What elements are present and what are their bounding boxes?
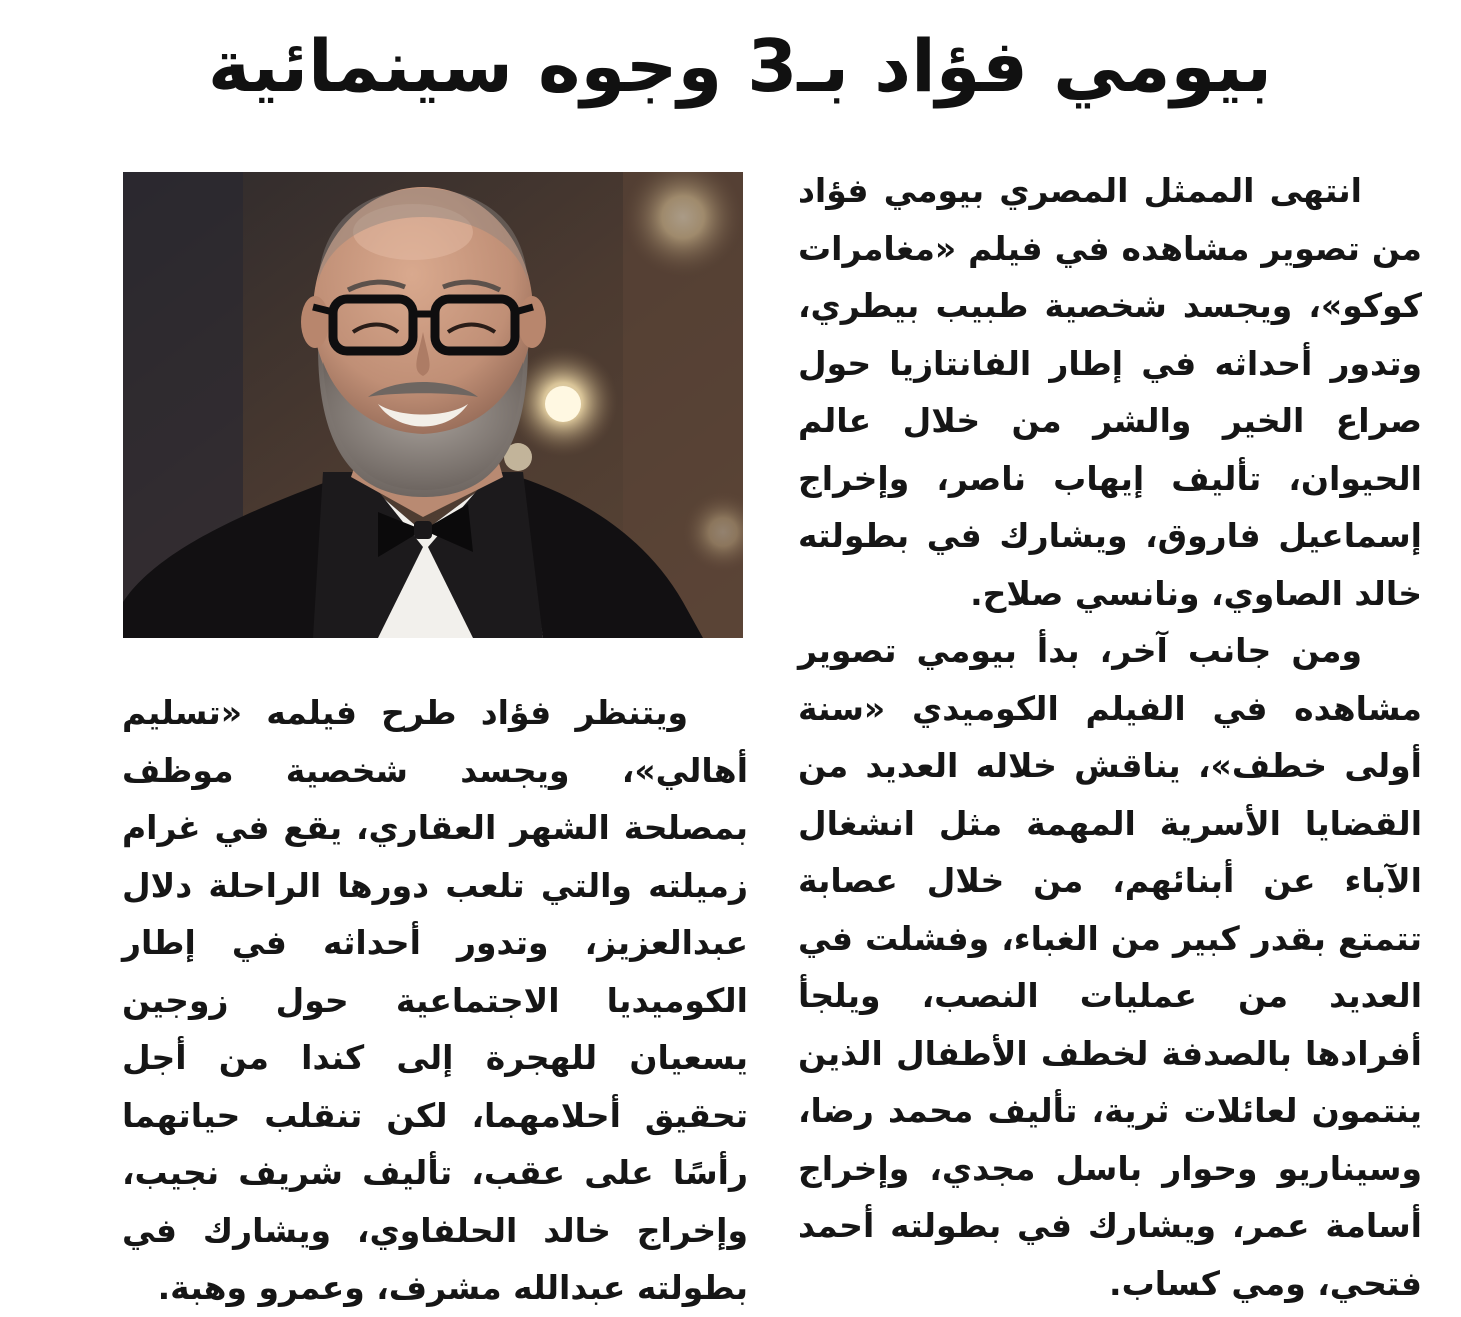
article-column-left bbox=[122, 684, 748, 1317]
article-headline: بيومي فؤاد بـ3 وجوه سينمائية bbox=[207, 24, 1273, 108]
article-paragraph: ومن جانب آخر، بدأ بيومي تصوير مشاهده في الفيلم الكوميدي «سنة أولى خطف»، يناقش خلاله العديد من القضايا الأسرية المهمة مثل انشغال الآباء عن أبنائهم، من خلال عصابة تتمتع بقدر كبير من الغباء، وفشلت في العديد من عمليات النصب، ويلجأ أفرادها بالصدفة لخطف الأطفال الذين ينتمون لعائلات ثرية، تأليف محمد رضا، وسيناريو وحوار باسل مجدي، وإخراج أسامة عمر، ويشارك في بطولته أحمد فتحي، ومي كساب. bbox=[798, 631, 1422, 1303]
actor-photo bbox=[123, 172, 743, 638]
article-paragraph: ويتنظر فؤاد طرح فيلمه «تسليم أهالي»، ويجسد شخصية موظف بمصلحة الشهر العقاري، يقع في غرام زميلته والتي تلعب دورها الراحلة دلال عبدالعزيز، وتدور أحداثه في إطار الكوميديا الاجتماعية حول زوجين يسعيان للهجرة إلى كندا من أجل تحقيق أحلامهما، لكن تنقلب حياتهما رأسًا على عقب، تأليف شريف نجيب، وإخراج خالد الحلفاوي، ويشارك في بطولته عبدالله مشرف، وعمرو وهبة. bbox=[122, 693, 748, 1307]
article-column-right bbox=[798, 162, 1422, 1312]
article-paragraph: انتهى الممثل المصري بيومي فؤاد من تصوير مشاهده في فيلم «مغامرات كوكو»، ويجسد شخصية طبيب بيطري، وتدور أحداثه في إطار الفانتازيا حول صراع الخير والشر من خلال عالم الحيوان، تأليف إيهاب ناصر، وإخراج إسماعيل فاروق، ويشارك في بطولته خالد الصاوي، ونانسي صلاح. bbox=[798, 171, 1422, 613]
